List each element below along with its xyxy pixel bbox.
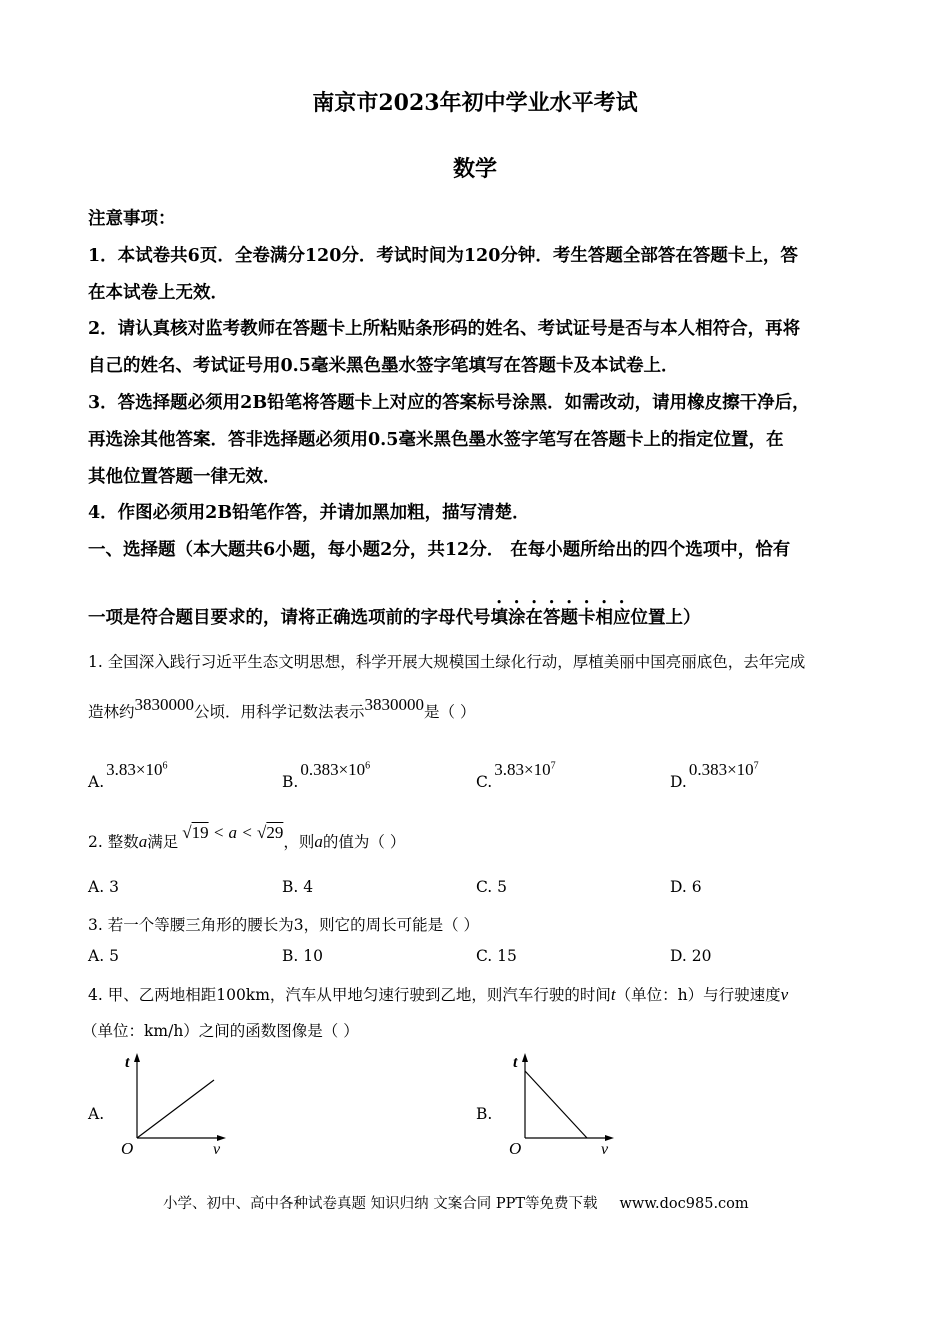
q4-var-t: t xyxy=(610,985,616,1004)
q2-mid1: 满足 xyxy=(147,833,179,851)
q4-graph-a-letter: A. xyxy=(88,1105,105,1123)
option-value: $0.383\times 10^7$ xyxy=(688,760,759,779)
q2-var: a xyxy=(138,832,148,851)
option-letter: D. xyxy=(670,773,687,791)
q2-mid2: ，则 xyxy=(283,833,315,851)
option-value: $3.83\times 10^6$ xyxy=(106,760,168,779)
q4-graph-a xyxy=(115,1050,235,1160)
notes-heading: 注意事项： xyxy=(88,209,176,229)
option-letter: B. xyxy=(282,773,299,791)
q1-line-2 xyxy=(88,695,476,722)
note-1-line-2: 在本试卷上无效． xyxy=(88,283,228,303)
q1-pre: 造林约 xyxy=(88,703,135,721)
section-1-line-2 xyxy=(88,598,701,629)
section-1-line-2-post: 位置上） xyxy=(630,608,701,628)
exam-title: 南京市2023年初中学业水平考试 xyxy=(312,90,638,116)
option-letter: C. xyxy=(476,773,493,791)
note-2-line-2: 自己的姓名、考试证号用0.5毫米黑色墨水签字笔填写在答题卡及本试卷上． xyxy=(88,356,679,376)
q1-option-a xyxy=(88,760,168,792)
q3-stem: 3. 若一个等腰三角形的腰长为3，则它的周长可能是（ ） xyxy=(88,916,480,934)
q2-option-a: A. 3 xyxy=(88,878,119,896)
q4-line-1 xyxy=(88,983,788,1005)
graph-b-origin: O xyxy=(509,1139,522,1158)
q3-option-a: A. 5 xyxy=(88,947,119,965)
q3-option-c: C. 15 xyxy=(476,947,517,965)
footer-url[interactable]: www.doc985.com xyxy=(619,1196,749,1212)
option-value: $0.383\times 10^6$ xyxy=(300,760,371,779)
q2-post: 的值为（ ） xyxy=(322,833,406,851)
section-1-line-1: 一、选择题（本大题共6小题，每小题2分，共12分． 在每小题所给出的四个选项中，恰有 xyxy=(88,540,791,560)
q4-graph-b-letter: B. xyxy=(476,1105,493,1123)
note-2-line-1: 2．请认真核对监考教师在答题卡上所粘贴条形码的姓名、考试证号是否与本人相符合，再将 xyxy=(88,319,801,339)
q1-post: 是（ ） xyxy=(424,703,476,721)
note-3-line-3: 其他位置答题一律无效． xyxy=(88,467,281,487)
y-axis-arrow xyxy=(134,1053,140,1062)
note-3-line-2: 再选涂其他答案．答非选择题必须用0.5毫米黑色墨水签字笔写在答题卡上的指定位置，在 xyxy=(88,430,784,450)
subject-title: 数学 xyxy=(452,156,497,182)
option-letter: A. xyxy=(88,773,105,791)
q2-radicand-2: 29 xyxy=(266,823,284,842)
section-1-line-2-pre: 一项是符合题目要求的，请将正确选项前的字母代号 xyxy=(88,608,491,628)
graph-b-line xyxy=(525,1071,587,1138)
q1-mid: 公顷．用科学记数法表示 xyxy=(194,703,365,721)
q3-option-d: D. 20 xyxy=(670,947,712,965)
q2-radicand-1: 19 xyxy=(191,823,209,842)
graph-b-y-label: t xyxy=(513,1054,518,1071)
q4-var-v: v xyxy=(780,985,789,1004)
q2-option-d: D. 6 xyxy=(670,878,702,896)
q4-mid: （单位：h）与行驶速度 xyxy=(615,986,781,1004)
q2-option-b: B. 4 xyxy=(282,878,314,896)
q2-ineq: < a < xyxy=(208,823,258,842)
graph-a-line xyxy=(137,1080,214,1138)
note-1-line-1: 1．本试卷共6页．全卷满分120分．考试时间为120分钟．考生答题全部答在答题卡上，答 xyxy=(88,246,798,266)
footer-text xyxy=(163,1192,749,1213)
note-4: 4．作图必须用2B铅笔作答，并请加黑加粗，描写清楚． xyxy=(88,503,530,523)
q4-pre: 4. 甲、乙两地相距100km，汽车从甲地匀速行驶到乙地，则汽车行驶的时间 xyxy=(88,986,611,1004)
q1-line-1: 1. 全国深入践行习近平生态文明思想，科学开展大规模国土绿化行动，厚植美丽中国亮丽底色，去年完成 xyxy=(88,653,806,671)
y-axis-arrow xyxy=(522,1053,528,1062)
graph-a-y-label: t xyxy=(125,1054,130,1071)
graph-a-origin: O xyxy=(121,1139,134,1158)
q2-var2: a xyxy=(314,832,323,851)
q4-line-2: （单位：km/h）之间的函数图像是（ ） xyxy=(82,1022,359,1040)
footer-description: 小学、初中、高中各种试卷真题 知识归纳 文案合同 PPT等免费下载 xyxy=(163,1196,598,1212)
q1-option-b xyxy=(282,760,371,792)
graph-a-x-label: v xyxy=(213,1141,221,1158)
q2-option-c: C. 5 xyxy=(476,878,508,896)
q2-stem xyxy=(88,823,406,852)
q1-option-d xyxy=(670,760,759,792)
q3-option-b: B. 10 xyxy=(282,947,323,965)
q1-option-c xyxy=(476,760,556,792)
q1-number-2: 3830000 xyxy=(364,695,425,714)
q2-pre: 2. 整数 xyxy=(88,833,139,851)
note-3-line-1: 3．答选择题必须用2B铅笔将答题卡上对应的答案标号涂黑．如需改动，请用橡皮擦干净后， xyxy=(88,393,810,413)
option-value: $3.83\times 10^7$ xyxy=(494,760,556,779)
graph-b-x-label: v xyxy=(601,1141,609,1158)
q2-inequality: √19 < a < √29 xyxy=(182,823,284,842)
emphasis-dotted-text: 填涂在答题卡相应 xyxy=(490,608,631,628)
q4-graph-b xyxy=(503,1050,623,1160)
q1-number-1: 3830000 xyxy=(134,695,195,714)
